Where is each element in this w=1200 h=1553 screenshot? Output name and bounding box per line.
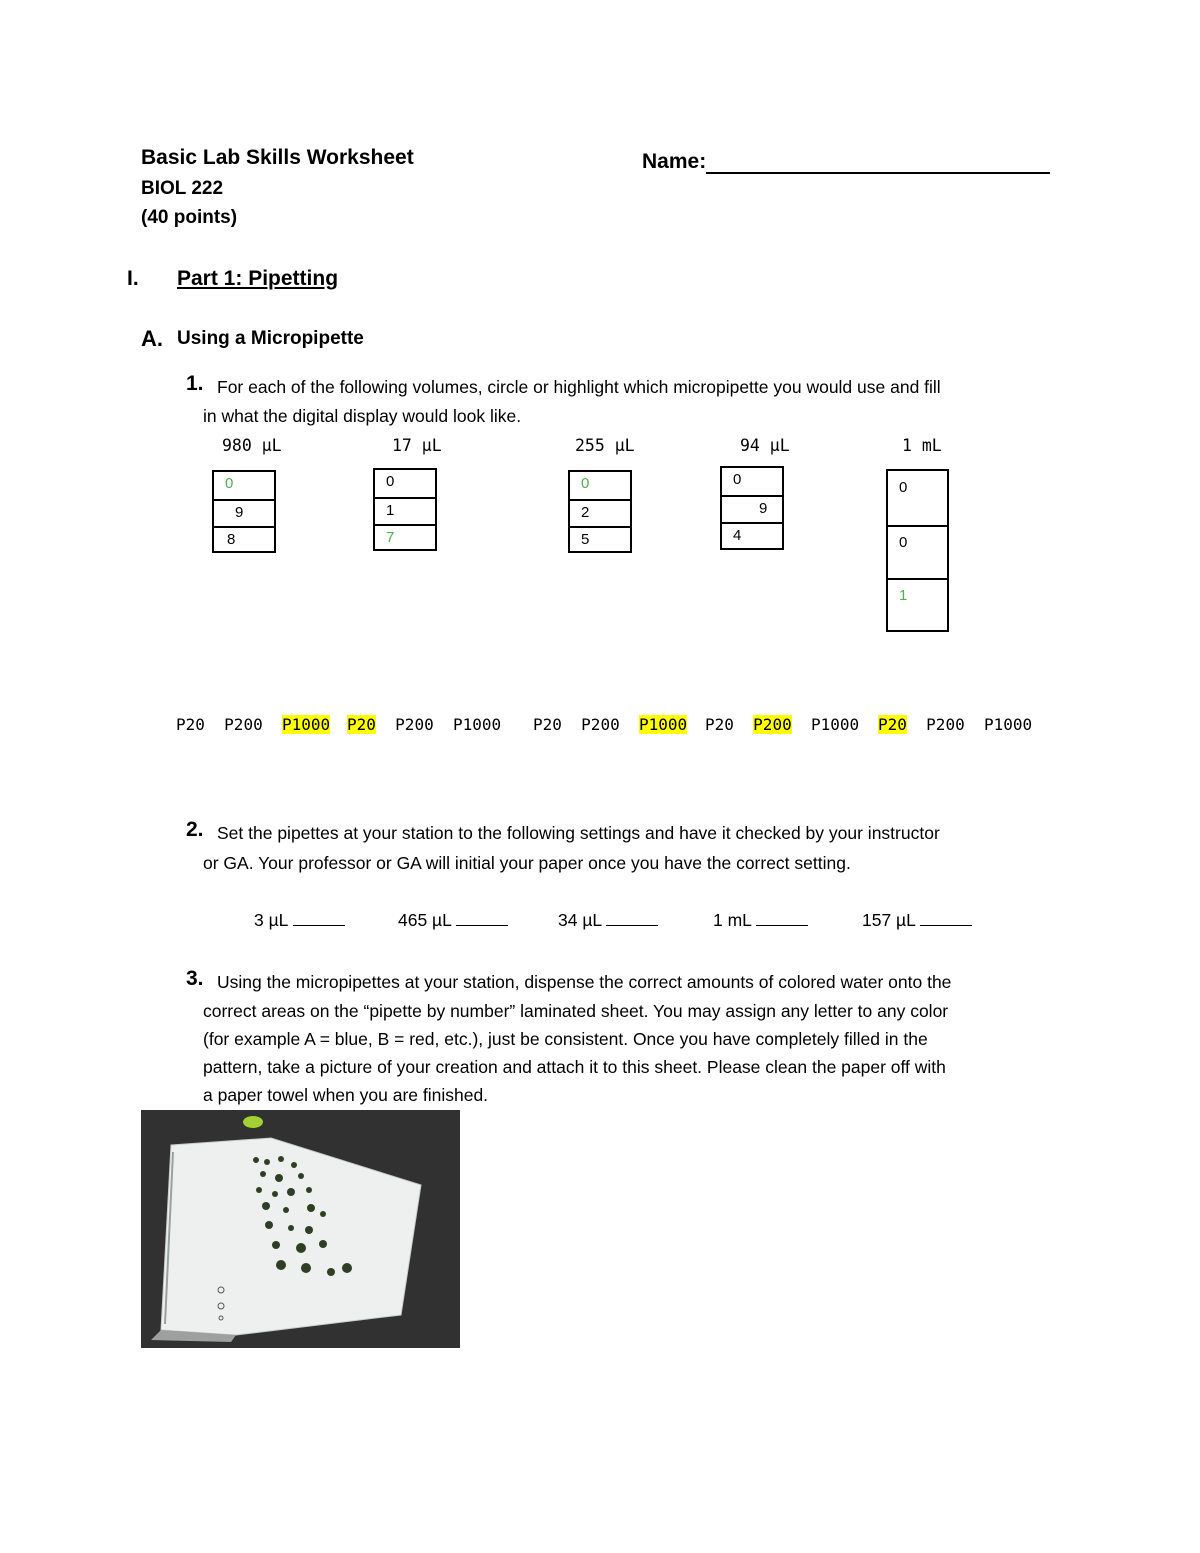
pipette-option[interactable]: P20 xyxy=(533,715,562,734)
volume-label: 255 µL xyxy=(575,436,635,455)
volume-label: 980 µL xyxy=(222,436,282,455)
pipette-option[interactable]: P200 xyxy=(926,715,965,734)
display-digit: 5 xyxy=(581,531,590,548)
pipette-option-selected[interactable]: P1000 xyxy=(638,715,688,734)
setting-item xyxy=(254,906,345,935)
pipette-option[interactable]: P20 xyxy=(176,715,205,734)
display-digit: 9 xyxy=(235,504,244,521)
display-digit: 7 xyxy=(386,529,395,546)
display-digit: 8 xyxy=(227,531,236,548)
part-numeral: I. xyxy=(127,267,139,290)
pipette-display-94 xyxy=(720,466,784,550)
display-digit: 9 xyxy=(759,500,768,517)
pipette-choice-group xyxy=(176,715,330,734)
pipette-choice-group xyxy=(533,715,687,734)
pipette-option[interactable]: P200 xyxy=(581,715,620,734)
setting-item xyxy=(398,906,508,935)
name-label: Name: xyxy=(642,150,707,173)
part-title: Part 1: Pipetting xyxy=(177,267,339,290)
question-3-line: a paper towel when you are finished. xyxy=(203,1085,489,1105)
name-blank[interactable] xyxy=(706,146,1050,174)
pipette-option[interactable]: P1000 xyxy=(452,715,502,734)
display-digit: 2 xyxy=(581,504,590,521)
pipette-option[interactable]: P200 xyxy=(395,715,434,734)
initial-blank[interactable] xyxy=(756,909,808,926)
pipette-choice-group xyxy=(878,715,1032,734)
question-3-line: pattern, take a picture of your creation and attach it to this sheet. Please clean the paper off with xyxy=(203,1057,946,1077)
display-digit: 0 xyxy=(225,475,234,492)
question-1-line-1: For each of the following volumes, circle or highlight which micropipette you would use and fill xyxy=(217,377,941,397)
initial-blank[interactable] xyxy=(606,909,658,926)
question-1-number: 1. xyxy=(186,372,204,395)
setting-label: 3 µL xyxy=(254,910,288,930)
display-digit: 0 xyxy=(581,475,590,492)
pipette-option-selected[interactable]: P20 xyxy=(878,715,907,734)
pipette-option[interactable]: P20 xyxy=(705,715,734,734)
pipette-display-980 xyxy=(212,470,276,553)
setting-item xyxy=(862,906,972,935)
display-digit: 0 xyxy=(899,534,908,551)
name-field[interactable] xyxy=(642,146,1050,174)
pipette-display-255 xyxy=(568,470,632,553)
display-digit: 0 xyxy=(733,471,742,488)
pipette-display-17 xyxy=(373,468,437,551)
question-3-line: (for example A = blue, B = red, etc.), just be consistent. Once you have completely filled in the xyxy=(203,1029,928,1049)
points-total: (40 points) xyxy=(141,207,238,228)
setting-label: 1 mL xyxy=(713,910,752,930)
section-title: Using a Micropipette xyxy=(177,328,364,349)
question-2-line-1: Set the pipettes at your station to the following settings and have it checked by your instructor xyxy=(217,823,940,843)
setting-label: 157 µL xyxy=(862,910,916,930)
display-digit: 4 xyxy=(733,527,742,544)
pipette-display-1ml xyxy=(886,469,949,632)
display-digit: 0 xyxy=(386,473,395,490)
volume-label: 94 µL xyxy=(740,436,790,455)
initial-blank[interactable] xyxy=(293,909,345,926)
setting-label: 465 µL xyxy=(398,910,452,930)
pipette-choice-group xyxy=(347,715,501,734)
question-3-line: Using the micropipettes at your station, dispense the correct amounts of colored water onto the xyxy=(217,972,952,992)
pipette-option[interactable]: P1000 xyxy=(983,715,1033,734)
pipette-option-selected[interactable]: P200 xyxy=(753,715,792,734)
question-2-number: 2. xyxy=(186,818,204,841)
setting-item xyxy=(713,906,808,935)
pipette-option[interactable]: P1000 xyxy=(810,715,860,734)
display-digit: 1 xyxy=(386,502,395,519)
pipette-option-selected[interactable]: P20 xyxy=(347,715,376,734)
initial-blank[interactable] xyxy=(456,909,508,926)
volume-label: 1 mL xyxy=(902,436,942,455)
display-digit: 0 xyxy=(899,479,908,496)
course-code: BIOL 222 xyxy=(141,178,224,199)
volume-label: 17 µL xyxy=(392,436,442,455)
pipette-option-selected[interactable]: P1000 xyxy=(281,715,331,734)
question-1-line-2: in what the digital display would look like. xyxy=(203,406,522,426)
section-letter: A. xyxy=(141,326,163,351)
setting-item xyxy=(558,906,658,935)
question-3-number: 3. xyxy=(186,967,204,990)
pattern-photo xyxy=(141,1110,460,1348)
question-2-line-2: or GA. Your professor or GA will initial your paper once you have the correct setting. xyxy=(203,853,851,873)
worksheet-title: Basic Lab Skills Worksheet xyxy=(141,146,414,169)
display-digit: 1 xyxy=(899,587,908,604)
pipette-option[interactable]: P200 xyxy=(224,715,263,734)
question-3-line: correct areas on the “pipette by number” laminated sheet. You may assign any letter to any color xyxy=(203,1001,949,1021)
pipette-choice-group xyxy=(705,715,859,734)
initial-blank[interactable] xyxy=(920,909,972,926)
setting-label: 34 µL xyxy=(558,910,602,930)
